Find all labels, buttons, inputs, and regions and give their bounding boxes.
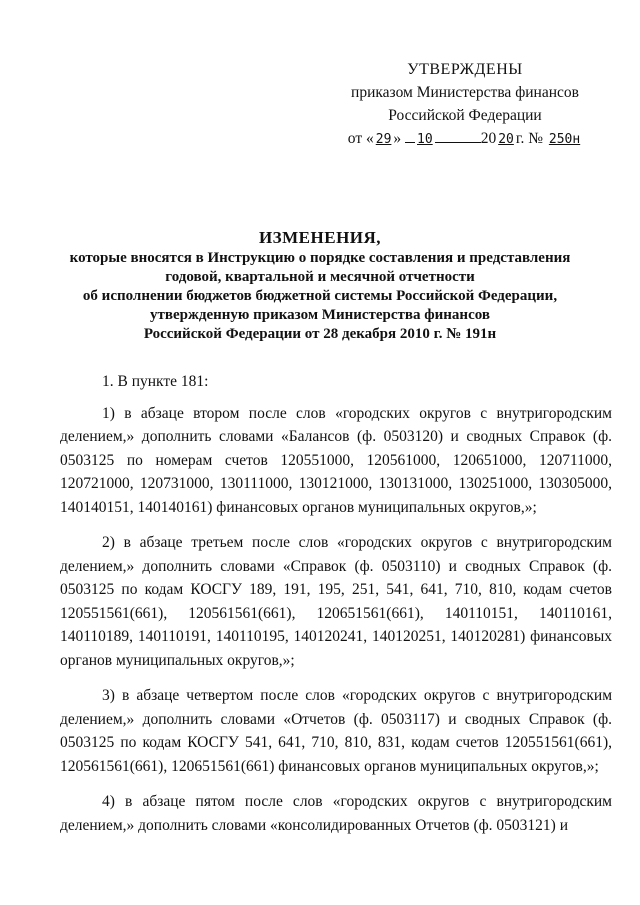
body-paragraph: 4) в абзаце пятом после слов «городских округов с внутригородским делением,» дополнить словами «консолидированных Отчетов (ф. 0503121) и xyxy=(60,793,612,834)
date-year: 20 xyxy=(498,132,514,147)
date-prefix: от « xyxy=(347,130,374,147)
order-number: 250н xyxy=(548,132,581,147)
approved-heading: УТВЕРЖДЕНЫ xyxy=(407,61,523,78)
body-paragraph: 3) в абзаце четвертом после слов «городских округов с внутригородским делением,» дополнить словами «Отчетов (ф. 0503117) и сводных Справок (ф. 0503125 по кодам КОСГУ 541, 641, 710, 810, 831, кодам счетов 120551561(661), 120561561(661), 120651561(661) финансовых органов муниципальных округов,»; xyxy=(60,687,612,775)
body-paragraph: 1) в абзаце втором после слов «городских округов с внутригородским делением,» дополнить словами «Балансов (ф. 0503120) и сводных Справок (ф. 0503125 по номерам счетов 120551000, 120561000, 120651000, 120711000, 120721000, 120731000, 130111000, 130121000, 130131000, 130251000, 130305000, 140140151, 140140161) финансовых органов муниципальных округов,»; xyxy=(60,404,612,516)
header-line: утвержденную приказом Министерства финансов xyxy=(150,307,490,323)
date-mid: » xyxy=(393,130,402,147)
approval-line-country: Российской Федерации xyxy=(388,107,542,124)
date-month: 10 xyxy=(417,132,433,147)
header-line: Российской Федерации от 28 декабря 2010 г. № 191н xyxy=(143,326,497,342)
document-body xyxy=(60,370,612,849)
date-year-prefix: 20 xyxy=(480,130,497,147)
date-year-suffix: г. № xyxy=(515,130,543,147)
date-blank-left xyxy=(405,142,415,143)
document-header xyxy=(60,228,580,344)
approval-date-line xyxy=(330,127,600,151)
date-blank-right xyxy=(435,142,481,143)
body-paragraph: 2) в абзаце третьем после слов «городских округов с внутригородским делением,» дополнить словами «Справок (ф. 0503110) и сводных Справок (ф. 0503125 по кодам КОСГУ 189, 191, 195, 251, 541, 641, 710, 810, кодам счетов 120551561(661), 120561561(661), 120651561(661), 140110151, 140110161, 140110189, 140110191, 140110195, 140120241, 140120251, 140120281) финансовых органов муниципальных округов,»; xyxy=(60,534,612,669)
header-line: об исполнении бюджетов бюджетной системы Российской Федерации, xyxy=(82,288,558,304)
approval-line-ministry: приказом Министерства финансов xyxy=(351,84,579,101)
header-line: годовой, квартальной и месячной отчетности xyxy=(165,269,475,285)
header-line: которые вносятся в Инструкцию о порядке составления и представления xyxy=(69,250,571,266)
date-day: 29 xyxy=(375,132,392,147)
body-paragraph: 1. В пункте 181: xyxy=(102,373,209,390)
document-title: ИЗМЕНЕНИЯ, xyxy=(258,228,382,247)
approval-stamp xyxy=(330,58,600,151)
